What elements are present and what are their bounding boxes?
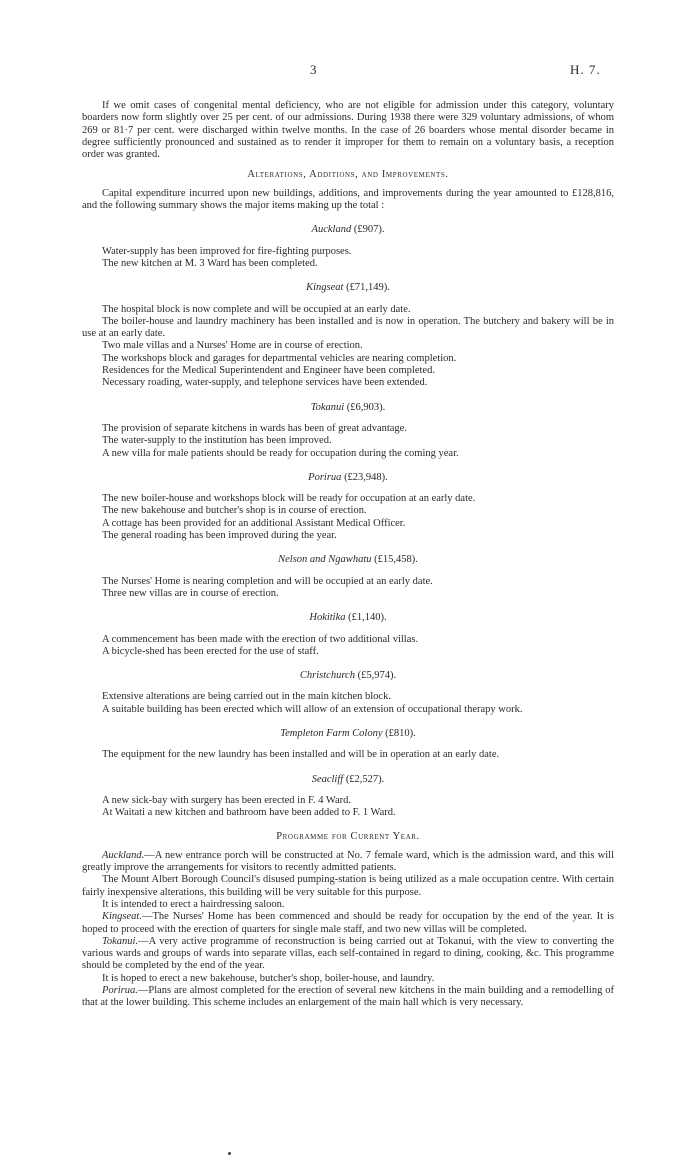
- section-amount: (£1,140).: [345, 612, 387, 624]
- section-amount: (£810).: [382, 727, 416, 739]
- section-title: [82, 554, 614, 566]
- document-body: [82, 100, 614, 1010]
- alterations-intro: Capital expenditure incurred upon new buildings, additions, and improvements during the year amounted to £128,816, and the following summary shows the major items making up the total :: [82, 187, 614, 212]
- section-amount: (£23,948).: [341, 471, 388, 483]
- section-item: A suitable building has been erected which will allow of an extension of occupational therapy work.: [102, 703, 523, 715]
- section-title: [82, 402, 614, 414]
- section-item: The workshops block and garages for departmental vehicles are nearing completion.: [102, 352, 457, 364]
- section-amount: (£5,974).: [354, 670, 397, 682]
- section-item: The Nurses' Home is nearing completion and will be occupied at an early date.: [102, 575, 433, 587]
- programme-paragraph: Auckland.—A new entrance porch will be constructed at No. 7 female ward, which is the admission ward, and this will greatly improve the arrangements for visitors to recently admitted patients.: [82, 849, 614, 874]
- alterations-heading: Alterations, Additions, and Improvements.: [247, 169, 449, 181]
- section-title: [82, 728, 614, 740]
- section-name: Tokanui: [310, 401, 345, 413]
- programme-paragraph: Kingseat.—The Nurses' Home has been commenced and should be ready for occupation by the end of the year. It is hoped to proceed with the erection of quarters for single male staff, and two new villas will be completed.: [82, 911, 614, 935]
- institution-sections: [82, 224, 614, 819]
- section-title: [82, 612, 614, 624]
- programme-paragraph: It is intended to erect a hairdressing saloon.: [102, 898, 285, 910]
- section-amount: (£907).: [351, 224, 385, 236]
- section-item: The new boiler-house and workshops block will be ready for occupation at an early date.: [102, 493, 476, 505]
- section-item: Necessary roading, water-supply, and telephone services have been extended.: [102, 377, 428, 389]
- programme-lead: Porirua.: [102, 985, 138, 997]
- page-mark: [228, 1152, 231, 1155]
- section-item: A new villa for male patients should be ready for occupation during the coming year.: [102, 447, 459, 459]
- section-item: The new bakehouse and butcher's shop is in course of erection.: [102, 505, 367, 517]
- programme-lead: Auckland.: [102, 849, 145, 861]
- section-amount: (£71,149).: [343, 282, 390, 294]
- section-title: [82, 774, 614, 786]
- section-amount: (£2,527).: [343, 773, 385, 785]
- section-name: Porirua: [308, 471, 342, 483]
- section-name: Seacliff: [311, 773, 344, 785]
- section-name: Christchurch: [299, 670, 355, 682]
- section-name: Auckland: [311, 224, 352, 236]
- section-item: The hospital block is now complete and will be occupied at an early date.: [102, 303, 411, 315]
- section-name: Templeton Farm Colony: [280, 727, 383, 739]
- section-item: The provision of separate kitchens in wards has been of great advantage.: [102, 422, 407, 434]
- section-item: The boiler-house and laundry machinery has been installed and is now in operation. The butchery and bakery will be in use at an early date.: [82, 315, 614, 340]
- programme-paragraph: Tokanui.—A very active programme of reconstruction is being carried out at Tokanui, with the view to converting the various wards and groups of wards into separate villas, each self-contained in regard to dining, cooking, &c. This programme should be completed by the end of the year.: [82, 935, 614, 972]
- section-name: Hokitika: [309, 612, 346, 624]
- section-item: A new sick-bay with surgery has been erected in F. 4 Ward.: [102, 794, 351, 806]
- section-item: The general roading has been improved during the year.: [102, 530, 337, 542]
- section-item: A cottage has been provided for an additional Assistant Medical Officer.: [102, 517, 406, 529]
- programme-lead: Tokanui.: [102, 935, 139, 947]
- section-item: The equipment for the new laundry has been installed and will be in operation at an early date.: [102, 749, 500, 761]
- page-number: 3: [310, 62, 317, 77]
- section-title: [82, 472, 614, 484]
- section-item: Extensive alterations are being carried out in the main kitchen block.: [102, 691, 391, 703]
- programme-paragraph: Porirua.—Plans are almost completed for the erection of several new kitchens in the main building and a remodelling of that at the lower building. This scheme includes an enlargement of the main hall which is very necessary.: [82, 985, 614, 1009]
- section-item: Two male villas and a Nurses' Home are in course of erection.: [102, 340, 363, 352]
- section-title: [82, 282, 614, 294]
- programme-paragraphs: [82, 850, 614, 1010]
- section-amount: (£6,903).: [344, 401, 386, 413]
- programme-paragraph: The Mount Albert Borough Council's disused pumping-station is being utilized as a male occupation centre. With certain fairly inexpensive alterations, this building will be very suitable for this purpose.: [82, 874, 614, 898]
- intro-paragraph: If we omit cases of congenital mental deficiency, who are not eligible for admission under this category, voluntary boarders now form slightly over 25 per cent. of our admissions. During 1938 there were 329 voluntary admissions, of whom 269 or 81·7 per cent. were discharged within twelve months. In the case of 26 boarders whose mental disorder became in degree sufficiently pronounced and sustained as to render it improper for them to remain on a voluntary basis, a reception order was granted.: [82, 100, 614, 161]
- section-amount: (£15,458).: [371, 554, 418, 566]
- section-item: The new kitchen at M. 3 Ward has been completed.: [102, 257, 318, 269]
- section-title: [82, 224, 614, 236]
- section-item: Three new villas are in course of erection.: [102, 587, 279, 599]
- section-item: The water-supply to the institution has been improved.: [102, 435, 332, 447]
- section-item: Residences for the Medical Superintendent and Engineer have been completed.: [102, 365, 435, 377]
- document-reference: H. 7.: [570, 62, 601, 77]
- section-name: Nelson and Ngawhatu: [278, 554, 372, 566]
- section-item: Water-supply has been improved for fire-fighting purposes.: [102, 245, 352, 257]
- section-item: A commencement has been made with the erection of two additional villas.: [102, 633, 419, 645]
- programme-lead: Kingseat.: [102, 911, 142, 923]
- section-title: [82, 670, 614, 682]
- programme-heading: Programme for Current Year.: [276, 831, 420, 843]
- programme-paragraph: It is hoped to erect a new bakehouse, butcher's shop, boiler-house, and laundry.: [102, 972, 435, 984]
- section-item: At Waitati a new kitchen and bathroom have been added to F. 1 Ward.: [102, 807, 396, 819]
- section-item: A bicycle-shed has been erected for the use of staff.: [102, 645, 319, 657]
- section-name: Kingseat: [306, 282, 344, 294]
